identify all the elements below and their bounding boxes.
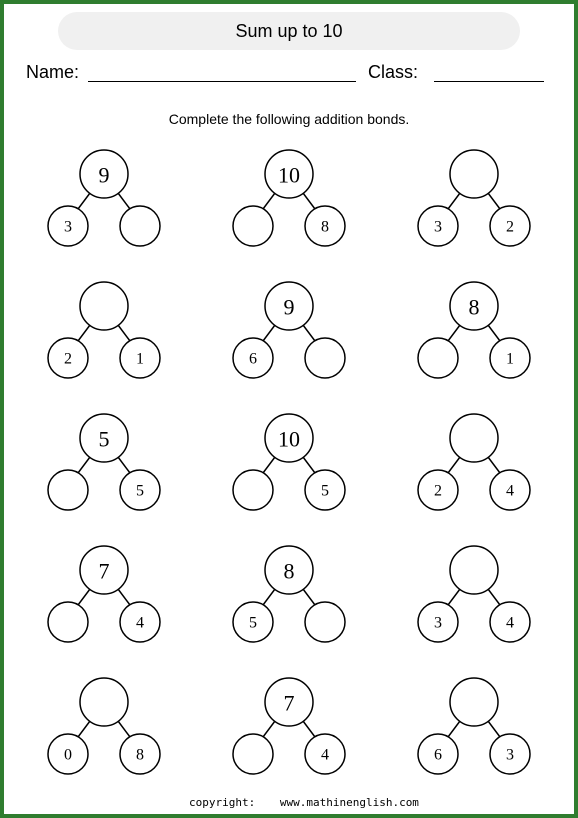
bond-connector xyxy=(303,589,315,605)
bond-right-value: 1 xyxy=(136,350,144,368)
bond-connector xyxy=(118,721,130,737)
bond-right-value: 4 xyxy=(321,746,329,764)
bond-top-circle[interactable] xyxy=(450,678,498,726)
bond-right-circle[interactable] xyxy=(305,338,345,378)
bond-top-value: 5 xyxy=(98,426,110,452)
bond-left-value: 0 xyxy=(64,746,72,764)
bond-connector xyxy=(78,193,90,209)
bond-connector xyxy=(118,193,130,209)
bond-left-value: 3 xyxy=(434,218,442,236)
bond-top-value: 10 xyxy=(278,162,300,188)
bond-connector xyxy=(303,721,315,737)
bond-right-value: 4 xyxy=(506,614,514,632)
bond-connector xyxy=(118,325,130,341)
bond-right-value: 8 xyxy=(136,746,144,764)
bond-connector xyxy=(488,589,500,605)
bond-top-circle[interactable] xyxy=(80,678,128,726)
copyright-label: copyright: xyxy=(189,796,256,809)
bond-top-value: 8 xyxy=(468,294,480,320)
name-label: Name: xyxy=(26,62,80,82)
bond-left-circle[interactable] xyxy=(233,470,273,510)
bond-connector xyxy=(78,721,90,737)
bond-connector xyxy=(303,193,315,209)
number-bonds-grid xyxy=(4,4,574,814)
bond-connector xyxy=(118,457,130,473)
bond-connector xyxy=(263,325,275,341)
bond-connector xyxy=(303,325,315,341)
bond-top-value: 8 xyxy=(283,558,295,584)
bond-top-circle[interactable] xyxy=(450,150,498,198)
page-title: Sum up to 10 xyxy=(58,12,520,50)
bond-connector xyxy=(488,457,500,473)
bond-connector xyxy=(303,457,315,473)
bond-left-value: 6 xyxy=(249,350,257,368)
bond-right-value: 5 xyxy=(321,482,329,500)
copyright-url: www.mathinenglish.com xyxy=(279,796,419,809)
bond-top-value: 7 xyxy=(98,558,110,584)
bond-right-value: 3 xyxy=(506,746,514,764)
bond-right-value: 1 xyxy=(506,350,514,368)
bond-left-value: 6 xyxy=(434,746,442,764)
bond-connector xyxy=(78,457,90,473)
bond-top-value: 10 xyxy=(278,426,300,452)
bond-left-value: 2 xyxy=(64,350,72,368)
bond-connector xyxy=(448,193,460,209)
bond-connector xyxy=(78,589,90,605)
bond-connector xyxy=(448,721,460,737)
bond-left-circle[interactable] xyxy=(48,470,88,510)
class-label: Class: xyxy=(368,62,419,82)
bond-connector xyxy=(488,193,500,209)
bond-top-value: 9 xyxy=(98,162,110,188)
bond-right-circle[interactable] xyxy=(120,206,160,246)
bond-connector xyxy=(78,325,90,341)
bond-right-value: 4 xyxy=(136,614,144,632)
bond-top-value: 7 xyxy=(283,690,295,716)
bond-left-value: 3 xyxy=(64,218,72,236)
bond-connector xyxy=(263,589,275,605)
bond-right-value: 5 xyxy=(136,482,144,500)
bond-left-circle[interactable] xyxy=(233,734,273,774)
bond-connector xyxy=(263,193,275,209)
bond-connector xyxy=(448,589,460,605)
bond-connector xyxy=(448,325,460,341)
bond-right-value: 2 xyxy=(506,218,514,236)
copyright xyxy=(189,796,419,809)
bond-top-circle[interactable] xyxy=(80,282,128,330)
bond-right-value: 4 xyxy=(506,482,514,500)
bond-connector xyxy=(488,325,500,341)
bond-right-circle[interactable] xyxy=(305,602,345,642)
bond-left-value: 5 xyxy=(249,614,257,632)
bond-connector xyxy=(448,457,460,473)
bond-top-value: 9 xyxy=(283,294,295,320)
bond-left-value: 3 xyxy=(434,614,442,632)
bond-connector xyxy=(118,589,130,605)
bond-connector xyxy=(263,457,275,473)
bond-left-circle[interactable] xyxy=(418,338,458,378)
instructions: Complete the following addition bonds. xyxy=(168,111,410,127)
bond-top-circle[interactable] xyxy=(450,414,498,462)
bond-top-circle[interactable] xyxy=(450,546,498,594)
bond-right-value: 8 xyxy=(321,218,329,236)
bond-connector xyxy=(263,721,275,737)
bond-connector xyxy=(488,721,500,737)
bond-left-circle[interactable] xyxy=(233,206,273,246)
bond-left-value: 2 xyxy=(434,482,442,500)
bond-left-circle[interactable] xyxy=(48,602,88,642)
